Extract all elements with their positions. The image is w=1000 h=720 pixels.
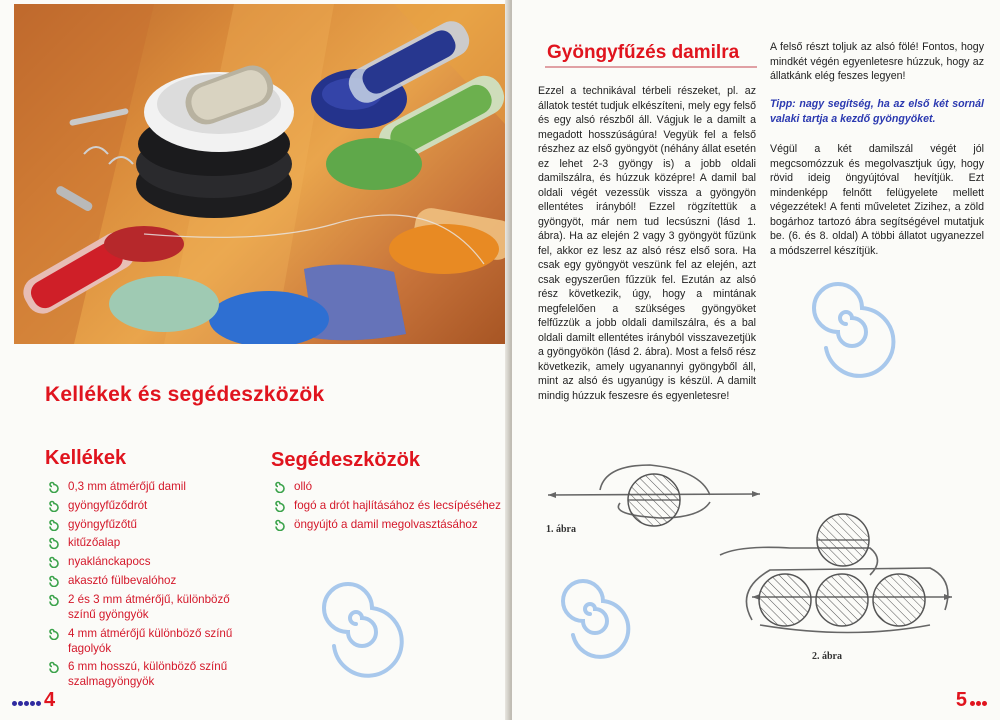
beads-illustration (14, 4, 505, 344)
bullet-swirl-icon (45, 499, 59, 512)
tools-heading: Segédeszközök (271, 449, 420, 471)
bullet-swirl-icon (45, 627, 59, 640)
list-item: gyöngyfűződrót (45, 498, 255, 513)
list-item: öngyújtó a damil megolvasztásához (271, 517, 501, 532)
tools-list (271, 479, 501, 535)
figure-1-label: 1. ábra (546, 524, 576, 535)
bullet-swirl-icon (45, 574, 59, 587)
list-item: 0,3 mm átmérőjű damil (45, 479, 255, 494)
page-dots (970, 689, 988, 712)
materials-heading: Kellékek (45, 447, 127, 469)
page-dots (12, 689, 42, 712)
bullet-swirl-icon (45, 518, 59, 531)
instructions-continued: A felső részt toljuk az alsó fölé! Fontos, hogy mindkét végén egyenletesre húzzuk, hogy az állatkánk elég feszes legyen! (770, 41, 984, 82)
bullet-swirl-icon (45, 480, 59, 493)
bullet-swirl-icon (45, 593, 59, 606)
list-item: nyaklánckapocs (45, 554, 255, 569)
materials-list (45, 479, 255, 693)
bullet-swirl-icon (45, 536, 59, 549)
list-item: 6 mm hosszú, különböző színű szalmagyöngyök (45, 659, 255, 689)
bullet-swirl-icon (271, 480, 285, 493)
bullet-swirl-icon (45, 555, 59, 568)
instructions-paragraph: Ezzel a technikával térbeli részeket, pl. az állatok testét tudjuk elkészíteni, mely egy felső és egy alsó részből áll. Vágjuk le a damilt a megadott hosszúságúra! Vegyük fel a felső részhez az első gyöngyöt (néhány állat esetén ez lehet 2-3 gyöngy is) a jobb oldali damilszálra, és húzzuk középre! A damil bal oldali végét vezessük vissza a gyöngyön ellentétes irányból! Ezzel rögzítettük a gyöngyöt, már nem tud lecsúszni (lásd 1. ábra). Ha az elején 2 vagy 3 gyöngyöt fűzünk fel, akkor ez lesz az alsó rész első sora. Ha csak egy gyöngyöt veszünk fel az elején, azt csak egyszerűen fűzzük fel. Ezután az alsó rész következik, úgy, hogy a mintának megfelelően a szükséges gyöngyöket felfűzzük a jobb oldali damilszálra, és a bal oldali damilt ellentétes irányból visszavezetjük a gyöngyökön (lásd 2. ábra). Most a felső rész következik, amely ugyanannyi gyöngyből áll, mint az alsó és ugyanúgy is készül. A damilt mindig húzzuk feszesre és egyenletesre! (538, 85, 756, 402)
page-title: Kellékek és segédeszközök (45, 383, 325, 406)
bullet-swirl-icon (45, 660, 59, 673)
tip-text: Tipp: nagy segítség, ha az első két sornál valaki tartja a kezdő gyöngyöket. (770, 98, 984, 125)
finishing-paragraph: Végül a két damilszál végét jól megcsomózzuk és megolvasztjuk úgy, hogy rövid ideig öngyújtóval hevítjük. Ezt mindenképp felnőtt felügyelete mellett végezzétek! A fenti műveletet Zizihez, a zöld bogárhoz tartozó ábra segítségével mutatjuk be. (6. és 8. oldal) A többi állatot ugyanezzel a módszerrel készítjük. (770, 143, 984, 257)
list-item: fogó a drót hajlításához és lecsípéséhez (271, 498, 501, 513)
title-underline (545, 66, 757, 68)
section-title: Gyöngyfűzés damilra (547, 42, 740, 63)
list-item: akasztó fülbevalóhoz (45, 573, 255, 588)
beads-photo (14, 4, 505, 344)
figure-2-label: 2. ábra (812, 651, 842, 662)
page-number-left: 4 (12, 689, 55, 712)
list-item: 2 és 3 mm átmérőjű, különböző színű gyöngyök (45, 592, 255, 622)
list-item: olló (271, 479, 501, 494)
page-number-right: 5 (956, 689, 990, 712)
bullet-swirl-icon (271, 518, 285, 531)
list-item: gyöngyfűzőtű (45, 517, 255, 532)
list-item: kitűzőalap (45, 535, 255, 550)
list-item: 4 mm átmérőjű különböző színű fagolyók (45, 626, 255, 656)
bullet-swirl-icon (271, 499, 285, 512)
